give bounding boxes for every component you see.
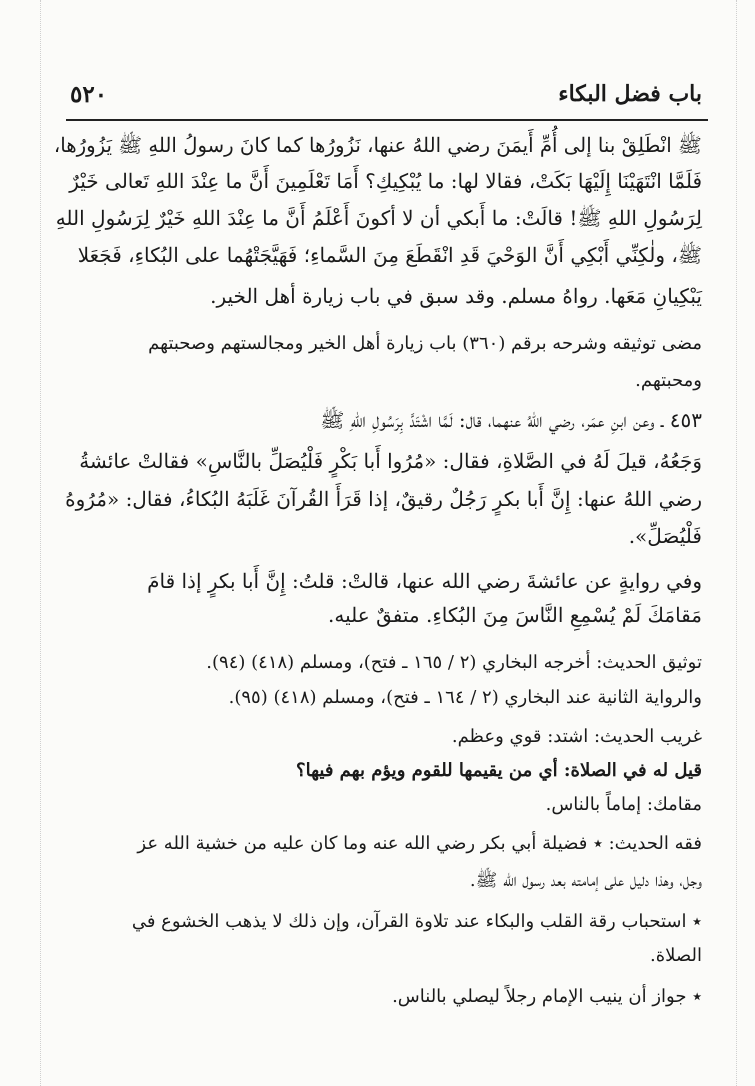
page-number: ٥٢٠ [70, 80, 108, 108]
fiqh-line: ٭ استحباب رقة القلب والبكاء عند تلاوة القرآن، وإن ذلك لا يذهب الخشوع في [131, 911, 702, 932]
tawthiq-line: والرواية الثانية عند البخاري (٢ / ١٦٤ ـ فتح)، ومسلم (٤١٨) (٩٥). [228, 687, 702, 708]
gharib-line: قيل له في الصلاة: أي من يقيمها للقوم ويؤم بهم فيها؟ [296, 760, 702, 781]
hadith-453-line: رضي اللهُ عنها: إِنَّ أَبا بكرٍ رَجُلٌ رقيقٌ، إذا قَرَأَ القُرآنَ غَلَبَهُ البُكاءُ، فقال: «مُرُوهُ [65, 487, 702, 511]
header-rule [66, 119, 708, 121]
hadith-453-line: ٤٥٣ ـ وعن ابنِ عمَر، رضي اللهُ عنهما، قال: لَمَّا اشْتَدَّ بِرَسُولِ اللهِ ﷺ [320, 408, 702, 432]
fiqh-line: وجل، وهذا دليل على إمامته بعد رسول الله ﷺ. [469, 870, 702, 891]
text-line: فَلَمَّا انْتَهَيْنَا إِلَيْهَا بَكَتْ، فقالا لها: ما يُبْكِيكِ؟ أَمَا تَعْلَمِينَ أَنَّ ما عِنْدَ اللهِ تَعالى خَيْرٌ [69, 169, 702, 193]
text-line: ﷺ، ولٰكِنِّي أَبْكِي أَنَّ الوَحْيَ قَدِ انْقَطَعَ مِنَ السَّماءِ؛ فَهَيَّجَتْهُما على البُكاءِ، فَجَعَلا [77, 243, 702, 267]
text-line: يَبْكِيانِ مَعَها. رواهُ مسلم. وقد سبق في باب زيارة أهل الخير. [210, 284, 702, 308]
gharib-line: غريب الحديث: اشتد: قوي وعظم. [451, 726, 702, 747]
hadith-453-line: فَلْيُصَلِّ». [628, 524, 702, 548]
fiqh-line: الصلاة. [650, 945, 702, 966]
running-title: باب فضل البكاء [558, 81, 702, 107]
note-line: مضى توثيقه وشرحه برقم (٣٦٠) باب زيارة أهل الخير ومجالستهم وصحبتهم [148, 333, 702, 354]
hadith-453-line: وَجَعُهُ، قيلَ لَهُ في الصَّلاةِ، فقال: «مُرُوا أَبا بَكْرٍ فَلْيُصَلِّ بالنَّاسِ» فقالتْ عائشةُ [79, 449, 702, 473]
page-edge-left [40, 0, 41, 1086]
tawthiq-line: توثيق الحديث: أخرجه البخاري (٢ / ١٦٥ ـ فتح)، ومسلم (٤١٨) (٩٤). [206, 652, 702, 673]
page-edge-right [736, 0, 737, 1086]
fiqh-line: ٭ جواز أن ينيب الإمام رجلاً ليصلي بالناس. [392, 986, 702, 1007]
fiqh-line: فقه الحديث: ٭ فضيلة أبي بكر رضي الله عنه وما كان عليه من خشية الله عز [137, 833, 702, 854]
riwaya-line: مَقامَكَ لَمْ يُسْمِعِ النَّاسَ مِنَ البُكاءِ. متفقٌ عليه. [328, 603, 702, 627]
text-line: لِرَسُولِ اللهِ ﷺ! قالَتْ: ما أَبكي أن لا أكونَ أَعْلَمُ أَنَّ ما عِنْدَ اللهِ خَيْرٌ لِرَسُولِ اللهِ [55, 206, 702, 230]
text-line: ﷺ انْطَلِقْ بنا إلى أُمِّ أَيمَنَ رضي اللهُ عنها، نَزُورُها كما كانَ رسولُ اللهِ ﷺ يَزُورُها، [54, 133, 702, 157]
riwaya-line: وفي روايةٍ عن عائشةَ رضي الله عنها، قالتْ: قلتُ: إِنَّ أَبا بكرٍ إذا قامَ [147, 569, 702, 593]
note-line: ومحبتهم. [635, 370, 702, 391]
page-header [70, 74, 702, 114]
gharib-line: مقامك: إماماً بالناس. [545, 794, 702, 815]
